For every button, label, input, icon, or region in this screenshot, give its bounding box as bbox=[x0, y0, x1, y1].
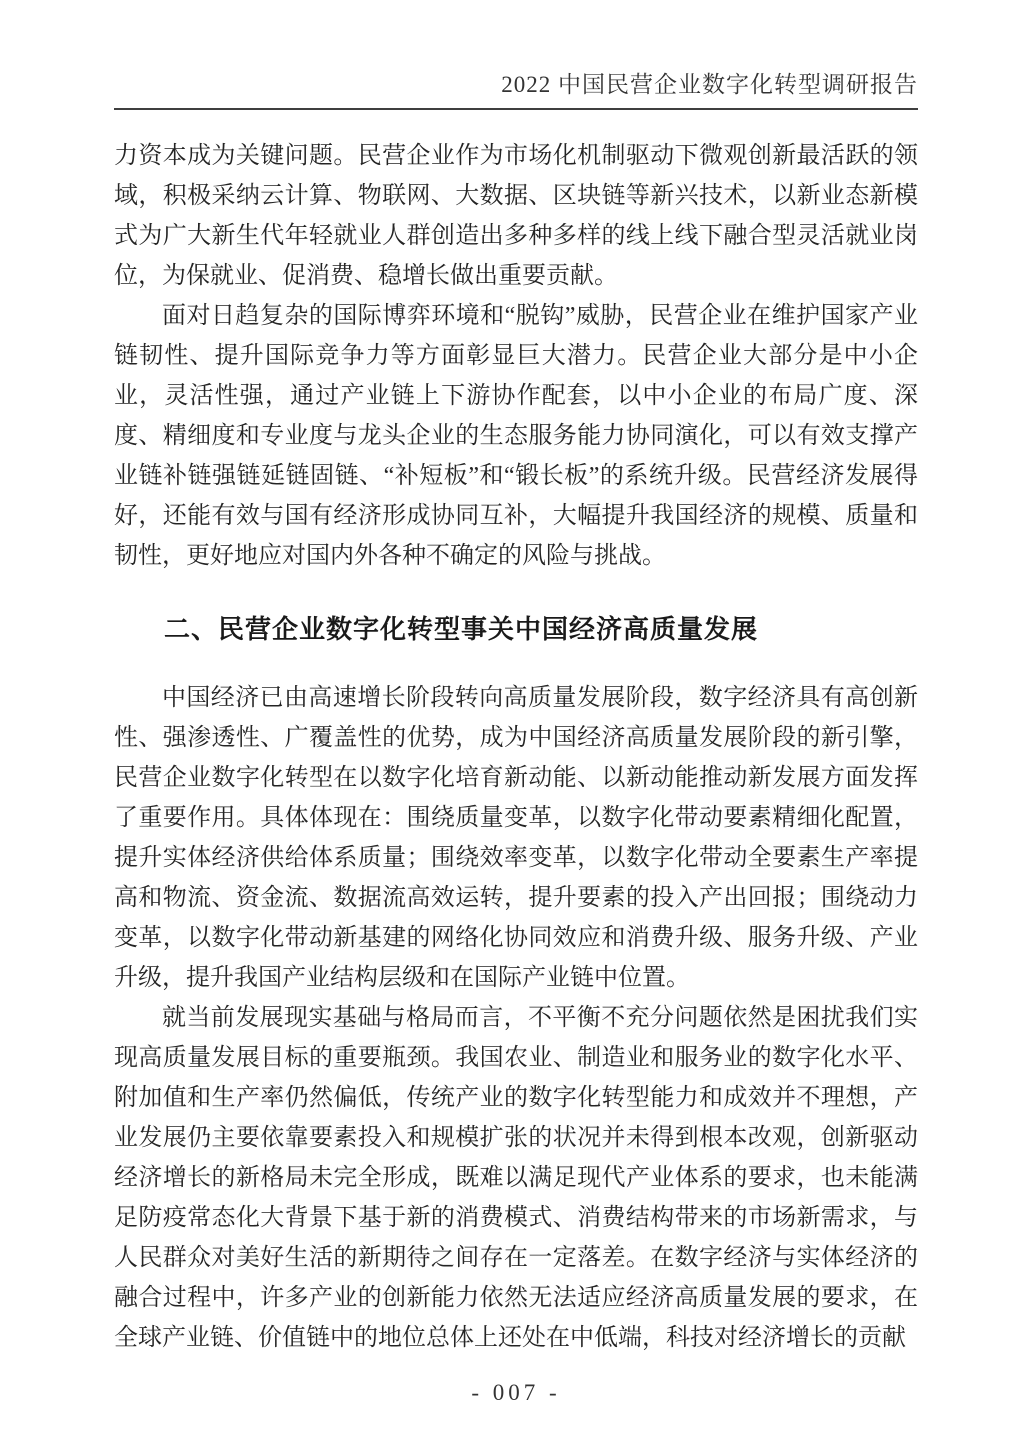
page-footer bbox=[114, 1380, 918, 1406]
page-body bbox=[114, 136, 918, 1358]
paragraph-continuation: 力资本成为关键问题。民营企业作为市场化机制驱动下微观创新最活跃的领域，积极采纳云计算、物联网、大数据、区块链等新兴技术，以新业态新模式为广大新生代年轻就业人群创造出多种多样的线上线下融合型灵活就业岗位，为保就业、促消费、稳增长做出重要贡献。 bbox=[114, 143, 918, 289]
paragraph-current-challenges: 就当前发展现实基础与格局而言，不平衡不充分问题依然是困扰我们实现高质量发展目标的重要瓶颈。我国农业、制造业和服务业的数字化水平、附加值和生产率仍然偏低，传统产业的数字化转型能力和成效并不理想，产业发展仍主要依靠要素投入和规模扩张的状况并未得到根本改观，创新驱动经济增长的新格局未完全形成，既难以满足现代产业体系的要求，也未能满足防疫常态化大背景下基于新的消费模式、消费结构带来的市场新需求，与人民群众对美好生活的新期待之间存在一定落差。在数字经济与实体经济的融合过程中，许多产业的创新能力依然无法适应经济高质量发展的要求，在全球产业链、价值链中的地位总体上还处在中低端，科技对经济增长的贡献 bbox=[114, 1005, 918, 1351]
page-header bbox=[114, 66, 918, 110]
paragraph-high-quality-growth: 中国经济已由高速增长阶段转向高质量发展阶段，数字经济具有高创新性、强渗透性、广覆盖性的优势，成为中国经济高质量发展阶段的新引擎，民营企业数字化转型在以数字化培育新动能、以新动能推动新发展方面发挥了重要作用。具体体现在：围绕质量变革，以数字化带动要素精细化配置，提升实体经济供给体系质量；围绕效率变革，以数字化带动全要素生产率提高和物流、资金流、数据流高效运转，提升要素的投入产出回报；围绕动力变革，以数字化带动新基建的网络化协同效应和消费升级、服务升级、产业升级，提升我国产业结构层级和在国际产业链中位置。 bbox=[114, 685, 918, 991]
paragraph-decoupling-threat: 面对日趋复杂的国际博弈环境和“脱钩”威胁，民营企业在维护国家产业链韧性、提升国际竞争力等方面彰显巨大潜力。民营企业大部分是中小企业，灵活性强，通过产业链上下游协作配套，以中小企业的布局广度、深度、精细度和专业度与龙头企业的生态服务能力协同演化，可以有效支撑产业链补链强链延链固链、“补短板”和“锻长板”的系统升级。民营经济发展得好，还能有效与国有经济形成协同互补，大幅提升我国经济的规模、质量和韧性，更好地应对国内外各种不确定的风险与挑战。 bbox=[114, 303, 918, 569]
page-number: - 007 - bbox=[471, 1380, 561, 1405]
section-heading: 二、民营企业数字化转型事关中国经济高质量发展 bbox=[164, 614, 759, 644]
report-title: 2022 中国民营企业数字化转型调研报告 bbox=[501, 72, 918, 97]
